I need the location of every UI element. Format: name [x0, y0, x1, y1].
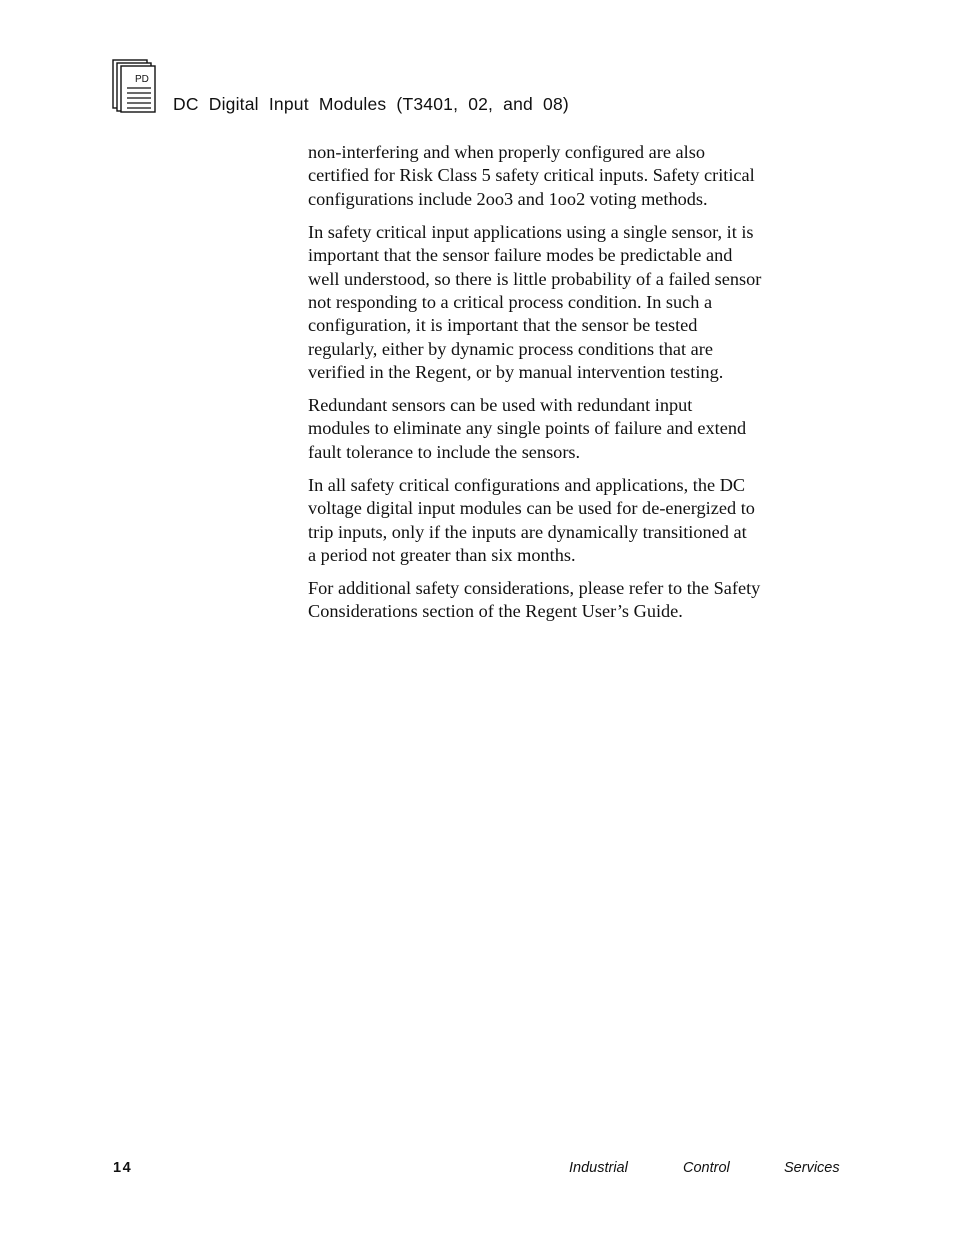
paragraph: non-interfering and when properly configured are also certified for Risk Class 5 safety critical inputs. Safety critical configurations include 2oo3 and 1oo2 voting methods.: [308, 142, 755, 209]
paragraph: Redundant sensors can be used with redundant input modules to eliminate any single points of failure and extend fault tolerance to include the sensors.: [308, 395, 747, 462]
document-stack-icon: [110, 58, 158, 114]
footer-company-word: Control: [683, 1160, 730, 1176]
paragraph: In safety critical input applications using a single sensor, it is important that the sensor failure modes be predictable and well understood, so there is little probability of a failed sensor not responding to a critical process condition. In such a configuration, it is important that the sensor be tested regularly, either by dynamic process conditions that are verified in the Regent, or by manual intervention testing.: [308, 221, 762, 383]
paragraph: For additional safety considerations, please refer to the Safety Considerations section of the Regent User’s Guide.: [308, 577, 761, 622]
page-header-title: DC Digital Input Modules (T3401, 02, and 08): [173, 94, 569, 114]
paragraph: In all safety critical configurations and applications, the DC voltage digital input modules can be used for de-energized to trip inputs, only if the inputs are dynamically transitioned at a period not greater than six months.: [308, 474, 755, 565]
body-text: [308, 141, 848, 633]
page-number: 14: [113, 1160, 133, 1176]
icon-label: PD: [135, 74, 149, 85]
footer-company-word: Industrial: [569, 1160, 628, 1176]
footer-company-word: Services: [784, 1160, 840, 1176]
